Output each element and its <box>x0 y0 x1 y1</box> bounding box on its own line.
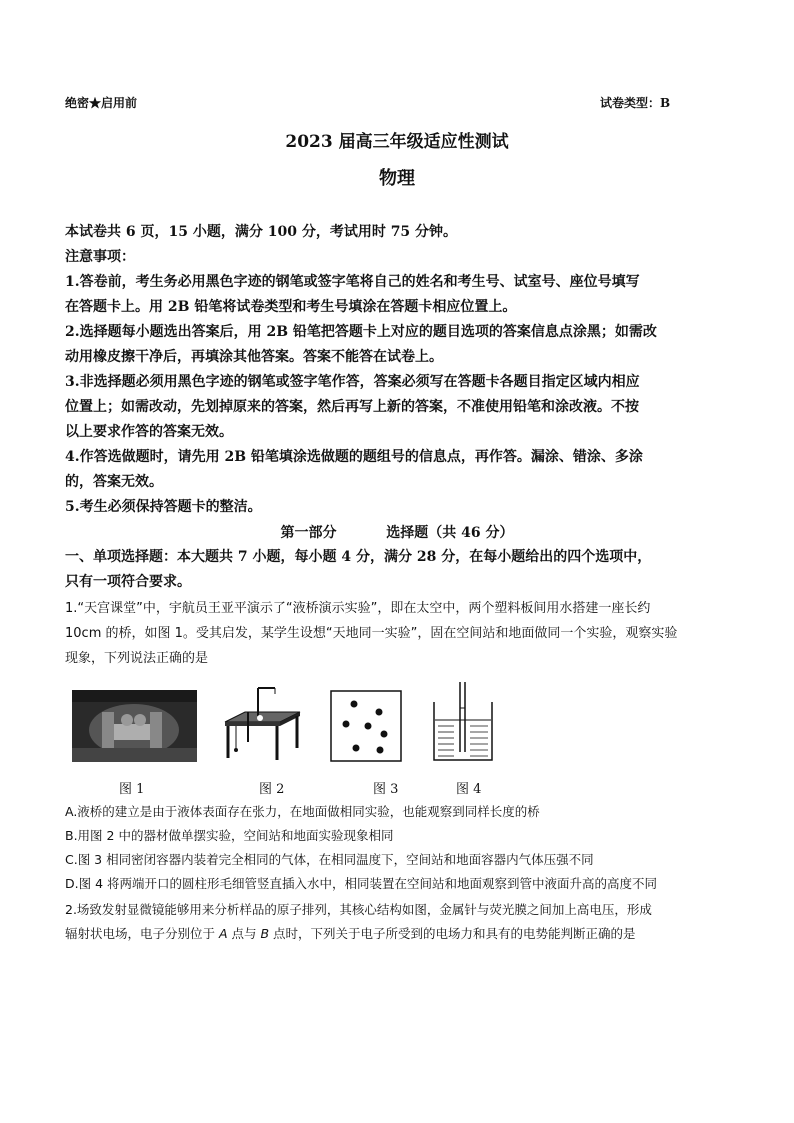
secret-label: 绝密★启用前 <box>65 96 138 110</box>
option-a: A.液桥的建立是由于液体表面存在张力，在地面做相同实验，也能观察到同样长度的桥 <box>65 804 540 819</box>
figure-4-capillary-tube <box>432 682 494 762</box>
note-line: 在答题卡上。用 2B 铅笔将试卷类型和考生号填涂在答题卡相应位置上。 <box>65 299 517 315</box>
q1-line: 10cm 的桥，如图 1。受其启发，某学生设想“天地同一实验”，固在空间站和地面做同一个实验，观察实验 <box>65 626 678 641</box>
instructions <box>65 220 733 520</box>
figure-3-gas-container <box>330 690 402 762</box>
note-line: 2.选择题每小题选出答案后，用 2B 铅笔把答题卡上对应的题目选项的答案信息点涂黑；如需改 <box>65 324 657 340</box>
q2-text: 辐射状电场，电子分别位于 <box>65 926 219 941</box>
section-part: 第一部分 <box>280 525 337 541</box>
note-line: 5.考生必须保持答题卡的整洁。 <box>65 499 262 515</box>
note-line: 1.答卷前，考生务必用黑色字迹的钢笔或签字笔将自己的姓名和考生号、试室号、座位号填写 <box>65 274 640 290</box>
paper-type: 试卷类型：B <box>600 96 671 110</box>
figure-4-caption: 图 4 <box>456 782 482 797</box>
question-2-stem <box>65 898 735 946</box>
figure-1-caption: 图 1 <box>119 782 145 797</box>
note-line: 位置上；如需改动，先划掉原来的答案，然后再写上新的答案，不准使用铅笔和涂改液。不按 <box>65 399 639 415</box>
exam-title: 2023 届高三年级适应性测试 <box>285 132 509 152</box>
point-a-label: A <box>218 926 228 941</box>
option-d: D.图 4 将两端开口的圆柱形毛细管竖直插入水中，相同装置在空间站和地面观察到管中液面升高的高度不同 <box>65 876 658 891</box>
q1-line: 现象，下列说法正确的是 <box>65 651 209 666</box>
note-line: 动用橡皮擦干净后，再填涂其他答案。答案不能答在试卷上。 <box>65 349 443 365</box>
question-type-line: 只有一项符合要求。 <box>65 574 191 590</box>
question-1-stem <box>65 596 733 671</box>
subject-title: 物理 <box>379 168 415 189</box>
figure-1-liquid-bridge-photo <box>72 690 197 762</box>
question-type <box>65 545 733 595</box>
q2-text: 点与 <box>227 926 261 941</box>
note-line: 3.非选择题必须用黑色字迹的钢笔或签字笔作答，答案必须写在答题卡各题目指定区域内相应 <box>65 374 640 390</box>
q1-line: 1.“天宫课堂”中，宇航员王亚平演示了“液桥演示实验”，即在太空中，两个塑料板间用水搭建一座长约 <box>65 601 651 616</box>
q2-line: 2.场致发射显微镜能够用来分析样品的原子排列，其核心结构如图，金属针与荧光膜之间加上高电压，形成 <box>65 902 652 917</box>
option-c: C.图 3 相同密闭容器内装着完全相同的气体，在相同温度下，空间站和地面容器内气体压强不同 <box>65 852 594 867</box>
option-b: B.用图 2 中的器材做单摆实验，空间站和地面实验现象相同 <box>65 828 394 843</box>
figure-3-caption: 图 3 <box>373 782 399 797</box>
note-line: 4.作答选做题时，请先用 2B 铅笔填涂选做题的题组号的信息点，再作答。漏涂、错涂、多涂 <box>65 449 643 465</box>
notes-heading: 注意事项： <box>65 249 135 265</box>
figure-2-pendulum-stand <box>220 682 305 762</box>
q2-line <box>65 922 735 946</box>
q2-text: 点时，下列关于电子所受到的电场力和具有的电势能判断正确的是 <box>269 926 636 941</box>
figure-2-caption: 图 2 <box>259 782 285 797</box>
note-line: 的，答案无效。 <box>65 474 163 490</box>
point-b-label: B <box>260 926 270 941</box>
question-1-options <box>65 800 735 896</box>
intro-text: 本试卷共 6 页，15 小题，满分 100 分，考试用时 75 分钟。 <box>65 224 458 240</box>
section-name: 选择题（共 46 分） <box>386 525 514 541</box>
question-type-line: 一、单项选择题：本大题共 7 小题，每小题 4 分，满分 28 分，在每小题给出的四个选项中， <box>65 549 652 565</box>
section-heading <box>0 522 794 542</box>
note-line: 以上要求作答的答案无效。 <box>65 424 233 440</box>
